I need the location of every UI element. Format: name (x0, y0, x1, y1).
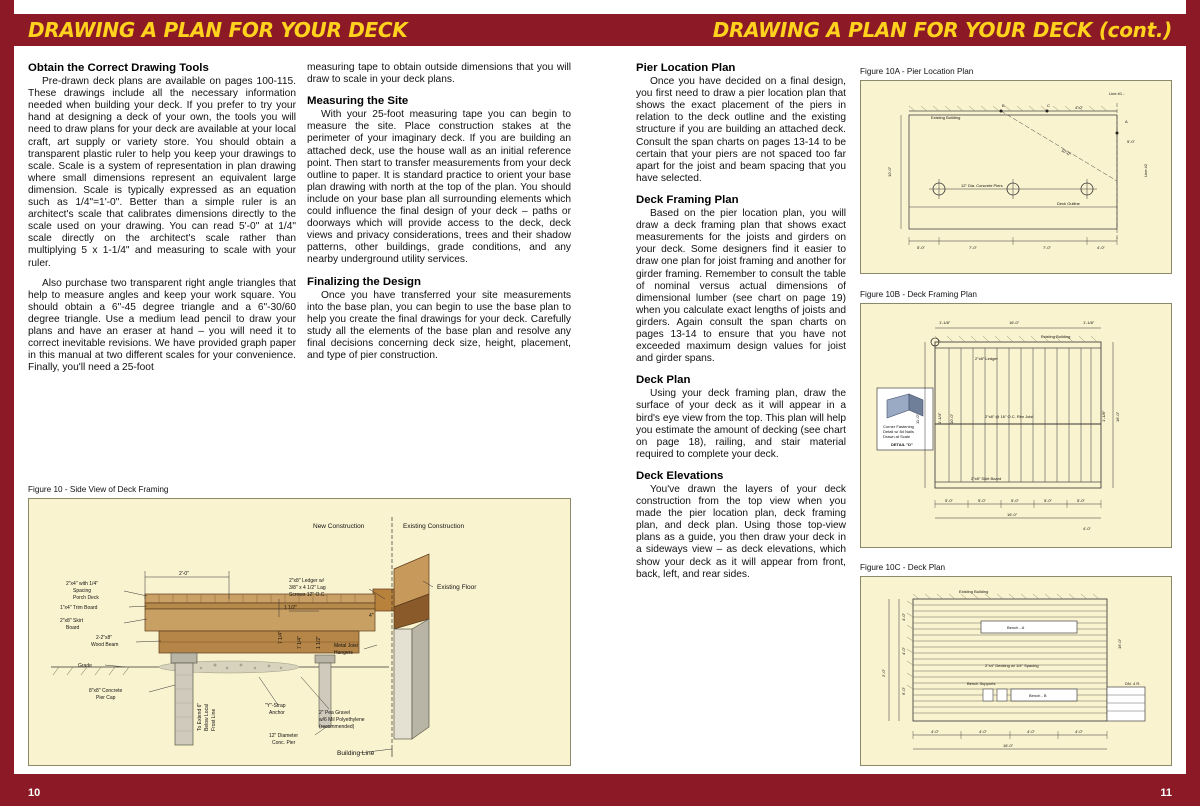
dim-top-mid-b: 16'-0" (1009, 320, 1020, 325)
dim-left-c2: 4'-0" (901, 647, 906, 655)
dim-4: 4" (369, 613, 374, 619)
label-skirt-board: 2"x8" Skirt (60, 618, 84, 624)
heading-deck-framing-plan: Deck Framing Plan (636, 193, 739, 206)
heading-deck-plan: Deck Plan (636, 374, 691, 387)
label-existing-construction: Existing Construction (403, 523, 465, 530)
dim-left-b1: 11'-0" (915, 414, 920, 424)
label-ledger-2: 3/8" x 4 1/2" Lag (289, 585, 326, 591)
label-extend-frost-2: Below Local (204, 704, 210, 731)
label-metal-joist-hangers: Metal Joist (334, 643, 358, 649)
figure-10-side-view-of-deck-framing (28, 498, 571, 766)
dim-1-1-2: 1 1/2" (284, 605, 297, 611)
paragraph-continuation: measuring tape to obtain outside dimensions that you will draw to scale in your deck plans. (307, 62, 571, 86)
label-spacing: Spacing (73, 588, 92, 594)
figure-10a-pier-location-plan (860, 80, 1172, 274)
dim-1-1-2-b: 1 1/2" (316, 636, 322, 649)
label-extend-frost-3: Frost Line (211, 708, 217, 731)
dim-bot-c4: 4'-0" (1075, 729, 1083, 734)
label-pea-gravel-2: w/6 Mil Polyethylene (319, 717, 365, 723)
figure-10-caption: Figure 10 - Side View of Deck Framing (28, 485, 169, 494)
dim-top-right-b: 1'-1/8" (1083, 320, 1095, 325)
heading-deck-elevations: Deck Elevations (636, 469, 724, 482)
label-porch-deck: Porch Deck (73, 595, 99, 601)
label-existing-building-a: Existing Building (931, 115, 961, 120)
paragraph-pier-location: Once you have decided on a final design, you first need to draw a pier location plan that shows the exact placement of the piers in relation to the deck outline and the existing structure if you are building an attached deck. Consult the span charts on pages 13-14 to be certain that your piers are not spaced too far apart for the joist and beam spacing that you have selected. (636, 76, 846, 184)
footer-bar (0, 774, 1200, 806)
label-new-construction: New Construction (313, 523, 365, 530)
label-existing-building-b: Existing Building (1041, 334, 1071, 339)
dim-left-c4: 2'-0" (881, 669, 886, 677)
paragraph-tools-1: Pre-drawn deck plans are available on pages 100-115. These drawings include all the necessary information needed when building your deck. If you prefer to try your hand at designing a deck of your own, the tools you will need to draw plans for your deck are available at your local craft, art supply or variety store. You should obtain a transparent plastic ruler to help you keep your drawings to scale. Scale is a system of representation in plan drawing where small dimensions represent an equivalent large dimension. Scale is typically expressed as an equation such as 1/4"=1'-0". Better than a simple ruler is an architect's scale that calibrates dimensions directly to the scale used on your drawing. You can read 5'-0" at 1/4" scale directly on the architect's scale rather than multiplying 5 x 1-1/4" and measuring to scale with your ruler. (28, 76, 296, 269)
paragraph-finalizing: Once you have transferred your site measurements into the base plan, you can begin to use the base plan to help you create the final drawings for your deck. Carefully study all the elements of the base plan and resolve any final decisions concerning deck size, height, placement, and type of pier construction. (307, 289, 571, 362)
page-number-right: 11 (1160, 787, 1172, 799)
right-margin-bar (1186, 0, 1200, 806)
figure-10c-caption: Figure 10C - Deck Plan (860, 563, 946, 572)
label-bench-a: Bench - A (1007, 625, 1025, 630)
dim-b4: 4'-0" (1097, 245, 1105, 250)
dim-top-left-b: 1'-1/8" (939, 320, 951, 325)
dim-bot-b4: 5'-0" (1044, 498, 1052, 503)
label-y-strap-anchor-2: Anchor (269, 710, 285, 716)
heading-finalizing-design: Finalizing the Design (307, 275, 421, 288)
figure-10-drawing (29, 499, 571, 766)
label-detail-d: DETAIL "D" (891, 442, 913, 447)
paragraph-deck-elevations: You've drawn the layers of your deck construction from the top view when you made the pier location plan, deck framing plan, and deck plan. Using those top-view plans as a guide, you then draw your deck in a sideways view – as deck elevations, which show your deck as it will appear from front, back, left, and rear sides. (636, 484, 846, 580)
dim-right-b1: 16'-0" (1115, 411, 1120, 422)
label-stairs-c: DN. 4 R. (1125, 681, 1141, 686)
paragraph-measuring: With your 25-foot measuring tape you can begin to measure the site. Place construction stakes at the perimeter of your imaginary deck. If you are building an attached deck, use the house wall as an initial reference point. Then start to transfer measurements from your deck outline to paper. It is standard practice to orient your base plan drawing with north at the top of the plan. You should include on your base plan all surrounding elements which could influence the final design of your deck – paths or doorways which will provide access to the deck, deck views and privacy considerations, trees and their shadow patterns, other buildings, grade conditions, and any nearby underground utility services. (307, 109, 571, 266)
dim-left-c3: 6'-0" (901, 687, 906, 695)
paragraph-deck-plan: Using your deck framing plan, draw the surface of your deck as it will appear in a bird's eye view from the top. This plan will help you estimate the amount of decking (see chart on page 18), railing, and stair material required to complete your deck. (636, 388, 846, 460)
figure-10a-drawing (861, 81, 1172, 274)
left-header-title: DRAWING A PLAN FOR YOUR DECK (28, 18, 408, 42)
figure-10b-drawing (861, 304, 1172, 548)
dim-4-0: 4'-0" (1075, 105, 1083, 110)
label-bench-supports: Bench Supports (967, 681, 996, 686)
figure-10c-deck-plan (860, 576, 1172, 766)
heading-pier-location-plan: Pier Location Plan (636, 62, 736, 74)
label-pea-gravel: 2" Pea Gravel (319, 710, 350, 716)
dim-left-b3: 10'-0" (949, 413, 954, 424)
dim-right-5-0: 5'-0" (1127, 139, 1135, 144)
dim-right-c1: 16'-0" (1117, 638, 1122, 649)
label-conc-pier-2: Conc. Pier (272, 740, 296, 746)
label-wood-beam: 2-2"x8" (96, 635, 113, 641)
dim-bot-b3: 5'-0" (1011, 498, 1019, 503)
label-existing-building-c: Existing Building (959, 589, 989, 594)
paragraph-deck-framing: Based on the pier location plan, you will draw a deck framing plan that shows exact measurements for the joists and girders on your deck. Some designers find it easier to draw one plan for joist framing and another for girder framing. Remember to consult the table of nominal versus actual dimensions of dimensional lumber (see chart on page 19) when you calculate exact lengths of joists and girders. Again consult the span charts on pages 13-14 to ensure that you have not exceeded maximum design values for joist and girder spans. (636, 208, 846, 365)
dim-b2: 7'-0" (969, 245, 977, 250)
dim-b3: 7'-0" (1043, 245, 1051, 250)
label-grade: Grade (78, 663, 92, 669)
dim-bot-total-b: 16'-0" (1007, 512, 1018, 517)
dim-left-b2: 1'-1/4" (937, 412, 942, 424)
dim-bot-b1: 5'-0" (945, 498, 953, 503)
label-conc-pier: 12" Diameter (269, 733, 299, 739)
dim-bot-c2: 4'-0" (979, 729, 987, 734)
label-skirt-board-2: Board (66, 625, 80, 631)
dim-bot-total-b2: 4'-0" (1083, 526, 1091, 531)
label-point-c: C (1047, 103, 1050, 108)
dim-diag-10-0: 10'-0" (1060, 147, 1072, 158)
label-ledger: 2"x8" Ledger w/ (289, 578, 324, 584)
dim-7-1-4: 7 1/4" (278, 631, 284, 644)
label-y-strap-anchor: "Y"-Strap (265, 703, 286, 709)
right-header-title: DRAWING A PLAN FOR YOUR DECK (cont.) (712, 18, 1172, 42)
dim-bot-total-c: 16'-0" (1003, 743, 1014, 748)
left-margin-bar (0, 0, 14, 806)
dim-2-0: 2'-0" (179, 571, 189, 577)
label-detail-note-1: Corner Fastening (883, 424, 914, 429)
label-point-a: A (1125, 119, 1128, 124)
label-rim-joist-b: 2"x8" @ 16" O.C. Rim Joist (985, 414, 1034, 419)
label-existing-floor: Existing Floor (437, 584, 477, 591)
label-line-2: Line #2 (1143, 163, 1148, 177)
figure-10b-deck-framing-plan (860, 303, 1172, 548)
heading-obtain-tools: Obtain the Correct Drawing Tools (28, 62, 209, 74)
column-1 (28, 62, 296, 374)
label-metal-joist-hangers-2: Hangers (334, 650, 353, 656)
label-extend-frost: To Extend 6" (197, 702, 203, 731)
dim-7-1-4-b: 7 1/4" (297, 636, 303, 649)
label-detail-note-2: Detail w/ 8d Nails (883, 429, 914, 434)
figure-10b-caption: Figure 10B - Deck Framing Plan (860, 290, 977, 299)
dim-right-b2: 1'-1/8" (1101, 410, 1106, 422)
dim-left-c1: 4'-0" (901, 613, 906, 621)
label-concrete-pier-cap: 8"x8" Concrete (89, 688, 123, 694)
heading-measuring-site: Measuring the Site (307, 95, 409, 108)
label-skirt-board-b: 2"x8" Skirt Board (971, 476, 1002, 481)
label-trim-board: 1"x4" Trim Board (60, 605, 98, 611)
label-line-1: Line #1 - (1109, 91, 1125, 96)
column-2 (307, 62, 571, 362)
label-building-line: Building Line (337, 750, 375, 757)
page-number-left: 10 (28, 787, 41, 799)
figure-10c-drawing (861, 577, 1172, 766)
figure-10a-caption: Figure 10A - Pier Location Plan (860, 67, 974, 76)
label-bench-b: Bench - B (1029, 693, 1047, 698)
dim-bot-c1: 4'-0" (931, 729, 939, 734)
dim-bot-b5: 5'-0" (1077, 498, 1085, 503)
dim-b1: 5'-0" (917, 245, 925, 250)
label-ledger-3: Screws 12" O.C. (289, 592, 326, 598)
label-deck-outline: Deck Outline (1057, 201, 1080, 206)
label-pier-note: 12" Dia. Concrete Piers (961, 183, 1003, 188)
column-3 (636, 62, 846, 581)
label-point-b: B (1002, 103, 1005, 108)
paragraph-tools-2: Also purchase two transparent right angle triangles that help to measure angles and keep your work square. You should obtain a 6"-45 degree triangle and a 6"-30/60 degree triangle. Use a medium lead pencil to draw your plans and have an eraser at hand – you will need it to correct inevitable revisions. We have provided graph paper in this manual at two different scales for your convenience. Finally, you'll need a 25-foot (28, 277, 296, 374)
label-pier-cap-2: Pier Cap (96, 695, 116, 701)
label-ledger-b: 2"x8" Ledger (975, 356, 998, 361)
dim-left-10-0: 10'-0" (887, 166, 892, 177)
label-wood-beam-2: Wood Beam (91, 642, 119, 648)
dim-bot-c3: 4'-0" (1027, 729, 1035, 734)
label-decking-c: 2"x4" Decking w/ 1/4" Spacing (985, 663, 1039, 668)
label-pea-gravel-3: (recommended) (319, 724, 355, 730)
dim-bot-b2: 5'-0" (978, 498, 986, 503)
label-detail-note-3: Drawn at Scale (883, 434, 911, 439)
label-spacing-porch-deck: 2"x4" with 1/4" (66, 581, 99, 587)
